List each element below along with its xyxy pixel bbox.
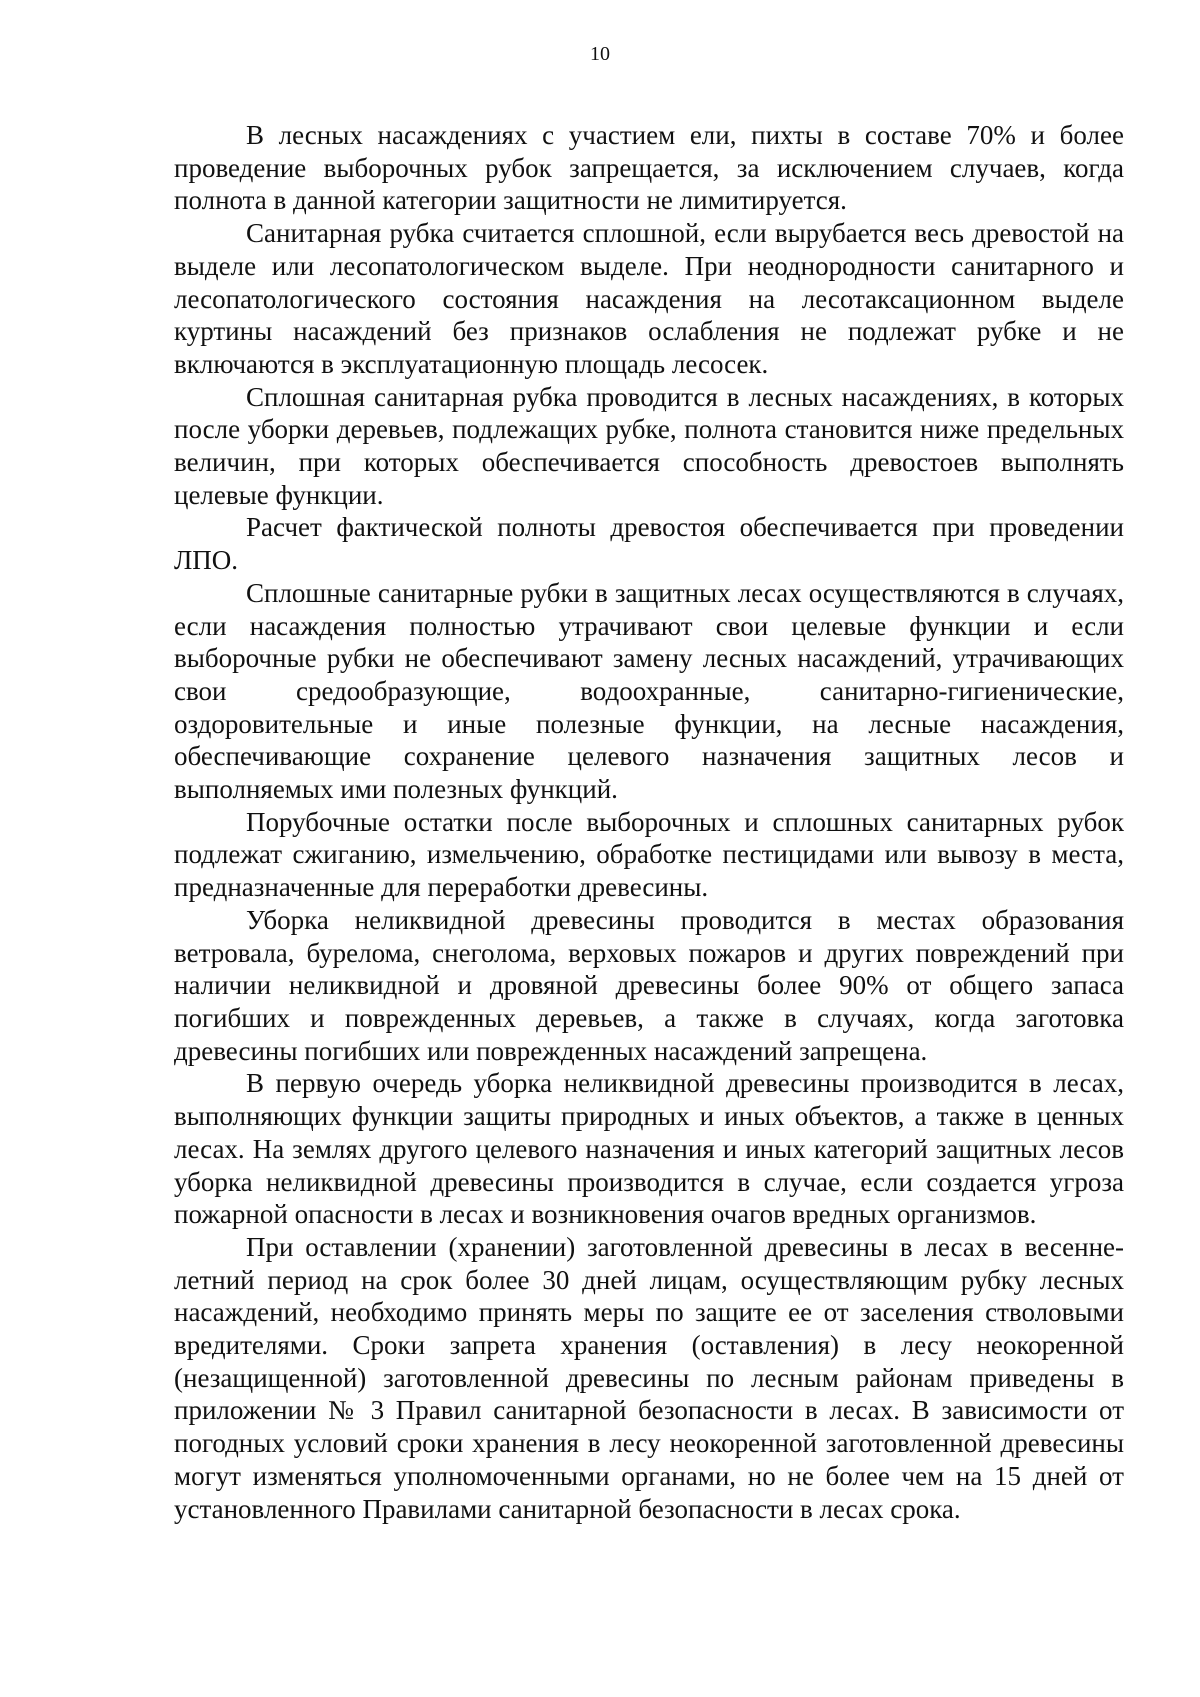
document-body bbox=[174, 119, 1124, 1525]
paragraph-nonmerchantable-wood-removal: Уборка неликвидной древесины проводится в местах образования ветровала, бурелома, снеголома, верховых пожаров и других повреждений при наличии неликвидной и дровяной древесины более 90% от общего запаса погибших и поврежденных деревьев, а также в случаях, когда заготовка древесины погибших или поврежденных насаждений запрещена. bbox=[174, 904, 1124, 1066]
paragraph-clear-sanitary-felling: Сплошная санитарная рубка проводится в лесных насаждениях, в которых после уборки деревьев, подлежащих рубке, полнота становится ниже предельных величин, при которых обеспечивается способность древостоев выполнять целевые функции. bbox=[174, 381, 1124, 510]
paragraph-spruce-fir-selective-felling: В лесных насаждениях с участием ели, пихты в составе 70% и более проведение выборочных рубок запрещается, за исключением случаев, когда полнота в данной категории защитности не лимитируется. bbox=[174, 120, 1124, 216]
paragraph-protective-forests-felling: Сплошные санитарные рубки в защитных лесах осуществляются в случаях, если насаждения полностью утрачивают свои целевые функции и если выборочные рубки не обеспечивают замену лесных насаждений, утрачивающих свои средообразующие, водоохранные, санитарно-гигиенические, оздоровительные и иные полезные функции, на лесные насаждения, обеспечивающие сохранение целевого назначения защитных лесов и выполняемых ими полезных функций. bbox=[174, 577, 1124, 805]
paragraph-priority-removal: В первую очередь уборка неликвидной древесины производится в лесах, выполняющих функции защиты природных и иных объектов, а также в ценных лесах. На землях другого целевого назначения и иных категорий защитных лесов уборка неликвидной древесины производится в случае, если создается угроза пожарной опасности в лесах и возникновения очагов вредных организмов. bbox=[174, 1068, 1124, 1230]
paragraph-sanitary-felling-clear: Санитарная рубка считается сплошной, если вырубается весь древостой на выделе или лесопатологическом выделе. При неоднородности санитарного и лесопатологического состояния насаждения на лесотаксационном выделе куртины насаждений без признаков ослабления не подлежат рубке и не включаются в эксплуатационную площадь лесосек. bbox=[174, 218, 1124, 379]
paragraph-stand-density-calculation: Расчет фактической полноты древостоя обеспечивается при проведении ЛПО. bbox=[174, 512, 1124, 576]
paragraph-wood-storage: При оставлении (хранении) заготовленной древесины в лесах в весенне-летний период на срок более 30 дней лицам, осуществляющим рубку лесных насаждений, необходимо принять меры по защите ее от заселения стволовыми вредителями. Сроки запрета хранения (оставления) в лесу неокоренной (незащищенной) заготовленной древесины по лесным районам приведены в приложении № 3 Правил санитарной безопасности в лесах. В зависимости от погодных условий сроки хранения в лесу неокоренной заготовленной древесины могут изменяться уполномоченными органами, но не более чем на 15 дней от установленного Правилами санитарной безопасности в лесах срока. bbox=[174, 1231, 1124, 1524]
page-number: 10 bbox=[590, 43, 610, 65]
paragraph-felling-residues: Порубочные остатки после выборочных и сплошных санитарных рубок подлежат сжиганию, измельчению, обработке пестицидами или вывозу в места, предназначенные для переработки древесины. bbox=[174, 806, 1124, 903]
